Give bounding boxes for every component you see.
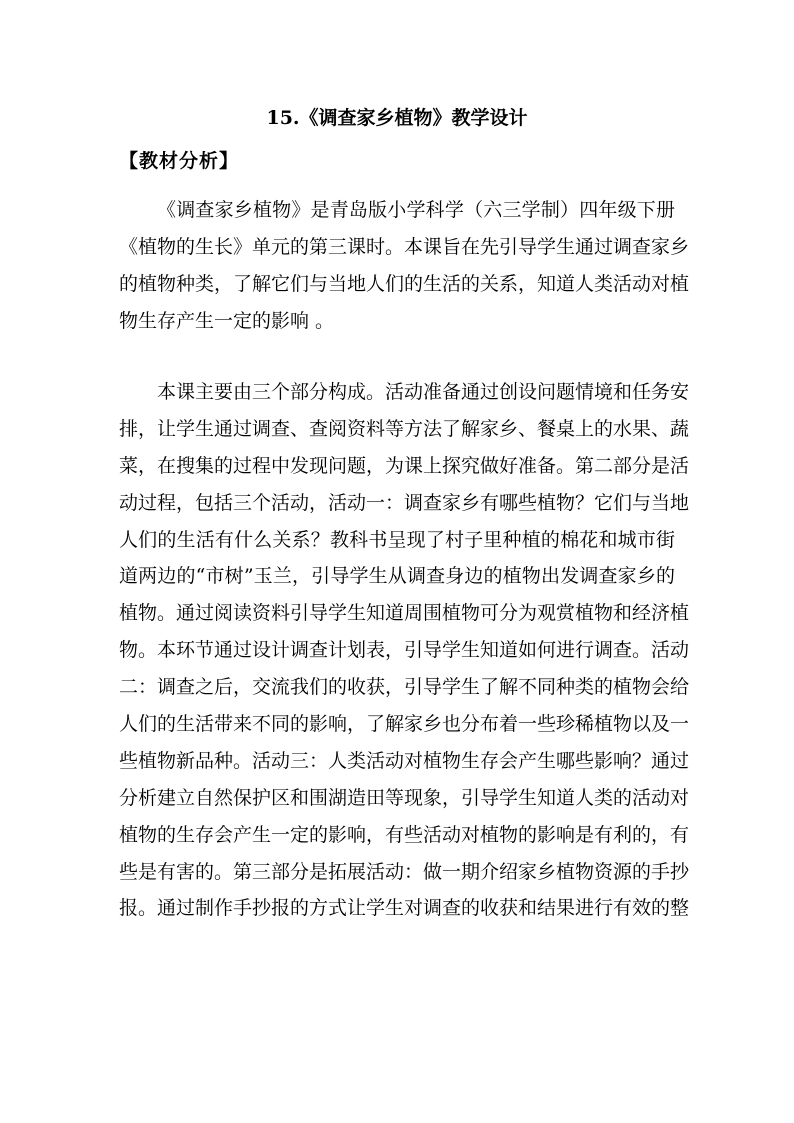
paragraph-line: 物生存产生一定的影响 。 (119, 309, 335, 332)
paragraph-line: 报。通过制作手抄报的方式让学生对调查的收获和结果进行有效的整 (119, 897, 690, 920)
paragraph-line: 本课主要由三个部分构成。活动准备通过创设问题情境和任务安 (157, 381, 690, 403)
paragraph-1 (119, 192, 690, 340)
paragraph-line: 菜，在搜集的过程中发现问题，为课上探究做好准备。第二部分是活 (119, 454, 690, 477)
section-heading-textbook-analysis: 【教材分析】 (119, 150, 240, 172)
paragraph-line: 分析建立自然保护区和围湖造田等现象，引导学生知道人类的活动对 (119, 786, 690, 809)
paragraph-line: 道两边的“市树”玉兰，引导学生从调查身边的植物出发调查家乡的 (119, 565, 675, 588)
paragraph-line: 些植物新品种。活动三：人类活动对植物生存会产生哪些影响？通过 (119, 749, 690, 772)
paragraph-line: 植物。通过阅读资料引导学生知道周围植物可分为观赏植物和经济植 (119, 602, 690, 625)
paragraph-2 (119, 374, 690, 927)
paragraph-line: 二：调查之后，交流我们的收获，引导学生了解不同种类的植物会给 (119, 676, 690, 699)
paragraph-line: 物。本环节通过设计调查计划表，引导学生知道如何进行调查。活动 (119, 639, 690, 662)
paragraph-line: 的植物种类，了解它们与当地人们的生活的关系，知道人类活动对植 (119, 272, 690, 295)
document-title: 15.《调查家乡植物》教学设计 (266, 107, 528, 129)
paragraph-line: 人们的生活带来不同的影响，了解家乡也分布着一些珍稀植物以及一 (119, 713, 690, 736)
paragraph-line: 排，让学生通过调查、查阅资料等方法了解家乡、餐桌上的水果、蔬 (119, 417, 690, 440)
paragraph-line: 些是有害的。第三部分是拓展活动：做一期介绍家乡植物资源的手抄 (119, 860, 690, 883)
paragraph-line: 植物的生存会产生一定的影响，有些活动对植物的影响是有利的，有 (119, 823, 690, 846)
paragraph-line: 《调查家乡植物》是青岛版小学科学（六三学制）四年级下册 (157, 199, 675, 221)
paragraph-line: 《植物的生长》单元的第三课时。本课旨在先引导学生通过调查家乡 (119, 235, 690, 258)
paragraph-line: 动过程，包括三个活动，活动一：调查家乡有哪些植物？它们与当地 (119, 491, 690, 514)
paragraph-line: 人们的生活有什么关系？教科书呈现了村子里种植的棉花和城市街 (119, 528, 675, 551)
